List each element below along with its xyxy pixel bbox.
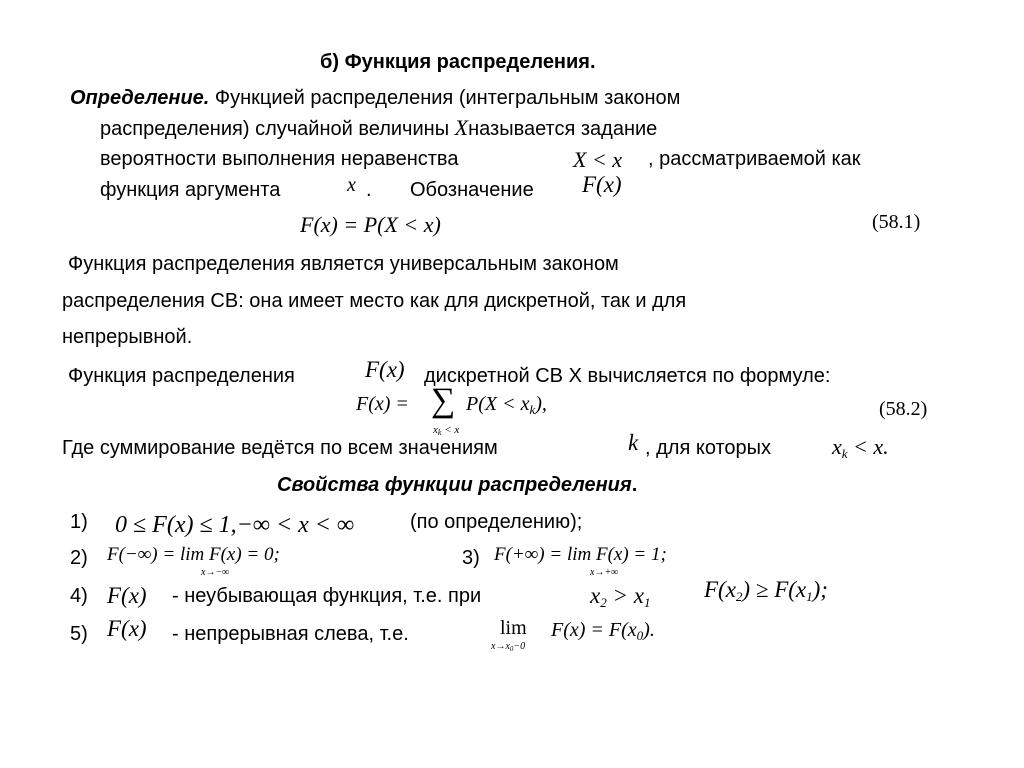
discrete-text-a: Функция распределения bbox=[68, 365, 295, 387]
property-1-number: 1) bbox=[70, 511, 88, 533]
summation-x: x bbox=[832, 434, 842, 459]
definition-line-3b: , рассматриваемой как bbox=[648, 148, 861, 170]
property-2-math: F(−∞) = lim F(x) = 0; bbox=[107, 544, 280, 565]
property-5-number: 5) bbox=[70, 623, 88, 645]
property-4-text: - неубывающая функция, т.е. при bbox=[172, 585, 482, 607]
property-1-math: 0 ≤ F(x) ≤ 1,−∞ < x < ∞ bbox=[115, 512, 355, 538]
p5-under-a: x→x bbox=[491, 641, 510, 652]
p5-expr-sub-0: 0 bbox=[636, 628, 644, 643]
inequality-X-lt-x: X < x bbox=[573, 147, 623, 172]
section-heading: б) Функция распределения. bbox=[320, 51, 596, 73]
under-sub-k: k bbox=[437, 428, 442, 437]
summation-condition bbox=[832, 434, 889, 462]
summation-sub-k: k bbox=[841, 446, 848, 461]
definition-label: Определение. bbox=[70, 87, 210, 109]
property-5-lim-expr bbox=[551, 619, 655, 644]
definition-text-1: Функцией распределения (интегральным законом bbox=[209, 87, 681, 109]
property-5-math: F(x) bbox=[107, 616, 147, 641]
p4-res-sub-2: 2 bbox=[735, 589, 743, 604]
formula-58-1: F(x) = P(X < x) bbox=[300, 212, 441, 237]
p4-res-mid: ) ≥ F(x bbox=[742, 577, 807, 602]
property-3-number: 3) bbox=[462, 547, 480, 569]
definition-text-2a: распределения) случайной величины bbox=[100, 118, 455, 140]
formula-58-2-body bbox=[466, 393, 547, 418]
formula-58-2-number: (58.2) bbox=[879, 398, 928, 420]
variable-X: X bbox=[454, 115, 469, 140]
property-4-result bbox=[704, 577, 828, 605]
property-1-note: (по определению); bbox=[410, 511, 583, 533]
definition-line-1 bbox=[70, 86, 680, 110]
universal-line-1: Функция распределения является универсальным законом bbox=[68, 253, 619, 275]
universal-line-2: распределения СВ: она имеет место как для дискретной, так и для bbox=[62, 290, 687, 312]
property-5-under bbox=[491, 641, 525, 653]
under-x: x bbox=[433, 424, 438, 436]
p4-res-sub-1: 1 bbox=[806, 589, 813, 604]
p5-expr-end: ). bbox=[643, 619, 655, 641]
p4-cond-gt: > x bbox=[606, 583, 644, 608]
property-3-under: x→+∞ bbox=[590, 567, 619, 578]
formula-58-2-body-sub: k bbox=[529, 402, 536, 417]
universal-line-3: непрерывной. bbox=[62, 326, 193, 348]
formula-58-2-lhs: F(x) = bbox=[356, 393, 409, 415]
p4-cond-sub-1: 1 bbox=[643, 595, 651, 610]
property-5-lim: lim bbox=[500, 617, 527, 639]
notation-F-of-x: F(x) bbox=[582, 172, 622, 197]
property-4-math: F(x) bbox=[107, 583, 147, 608]
discrete-text-b: дискретной СВ X вычисляется по формуле: bbox=[424, 365, 831, 387]
formula-58-1-number: (58.1) bbox=[872, 211, 921, 233]
p4-cond-sub-2: 2 bbox=[600, 595, 607, 610]
formula-58-2-body-a: P(X < x bbox=[466, 393, 530, 415]
p5-expr-a: F(x) = F(x bbox=[551, 619, 637, 641]
variable-k: k bbox=[628, 430, 639, 455]
property-3-math: F(+∞) = lim F(x) = 1; bbox=[494, 544, 667, 565]
summation-text-a: Где суммирование ведётся по всем значениям bbox=[62, 437, 498, 459]
sigma-symbol: ∑ bbox=[431, 382, 456, 419]
variable-x: x bbox=[347, 174, 356, 196]
property-2-under: x→−∞ bbox=[201, 567, 230, 578]
under-lt-x: < x bbox=[441, 424, 460, 436]
p5-under-end: −0 bbox=[513, 641, 526, 652]
property-2-number: 2) bbox=[70, 547, 88, 569]
p4-cond-x: x bbox=[590, 583, 601, 608]
definition-notation-label: Обозначение bbox=[410, 179, 534, 201]
definition-line-2 bbox=[100, 116, 657, 141]
p5-under-sub-0: 0 bbox=[509, 645, 514, 653]
property-5-text: - непрерывная слева, т.е. bbox=[172, 623, 409, 645]
properties-title: Свойства функции распределения bbox=[277, 474, 632, 496]
properties-title-dot: . bbox=[631, 474, 638, 496]
properties-title-line bbox=[277, 473, 637, 497]
discrete-F-of-x: F(x) bbox=[365, 357, 405, 382]
p4-res-end: ); bbox=[812, 577, 828, 602]
definition-line-3a: вероятности выполнения неравенства bbox=[100, 148, 459, 170]
definition-text-2b: называется задание bbox=[468, 118, 658, 140]
p4-res-a: F(x bbox=[704, 577, 736, 602]
property-4-number: 4) bbox=[70, 585, 88, 607]
formula-58-2-body-end: ), bbox=[535, 393, 547, 415]
summation-lt-x: < x. bbox=[847, 434, 889, 459]
definition-dot: . bbox=[366, 179, 372, 201]
property-4-condition bbox=[590, 583, 650, 611]
summation-text-b: , для которых bbox=[645, 437, 772, 459]
definition-line-4a: функция аргумента bbox=[100, 179, 281, 201]
